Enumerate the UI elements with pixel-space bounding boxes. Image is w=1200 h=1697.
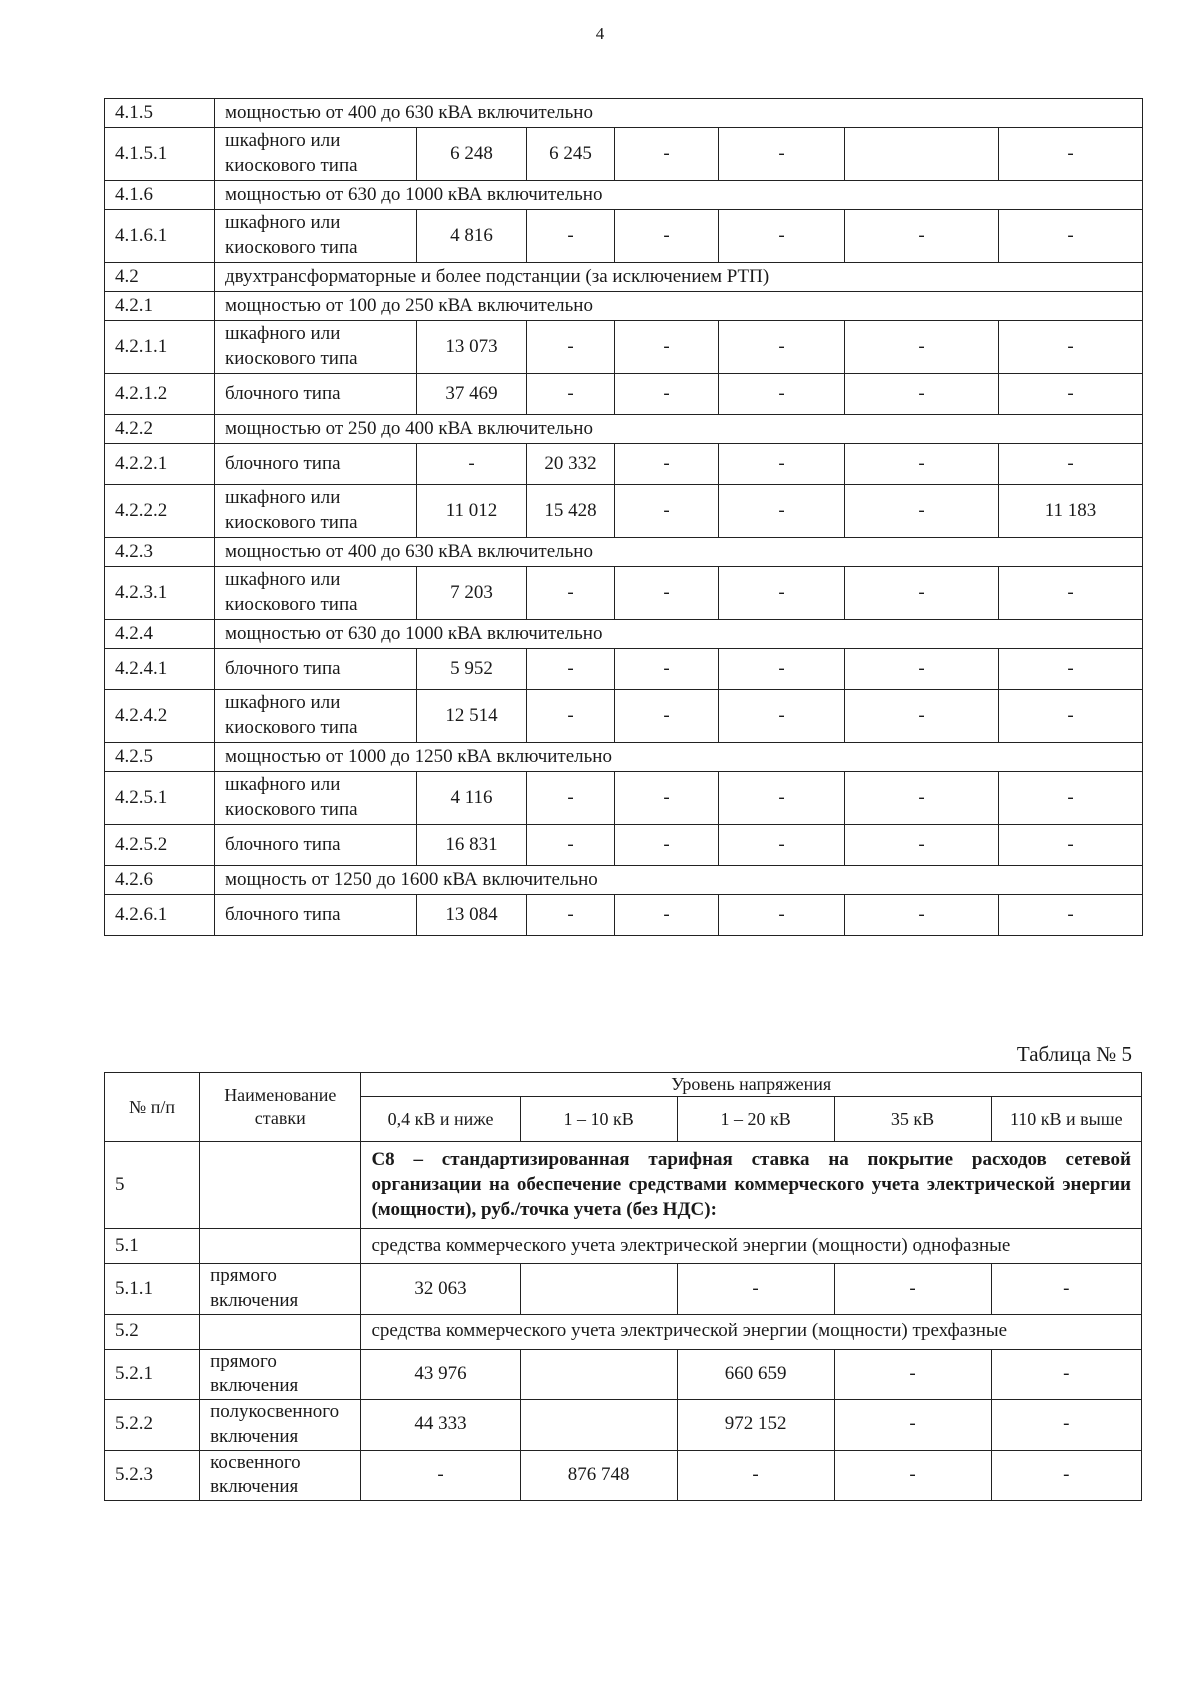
header-voltage-group: Уровень напряжения bbox=[361, 1073, 1142, 1097]
section-row bbox=[105, 292, 1143, 321]
item-name: шкафного или киоскового типа bbox=[215, 485, 417, 538]
item-name: прямого включения bbox=[200, 1264, 361, 1314]
value-cell: - bbox=[527, 772, 615, 825]
value-cell bbox=[520, 1400, 677, 1450]
table-5-title: Таблица № 5 bbox=[1016, 1042, 1132, 1066]
value-cell: 20 332 bbox=[527, 444, 615, 485]
value-cell: - bbox=[615, 690, 719, 743]
row-number: 4.2.2.1 bbox=[105, 444, 215, 485]
value-cell: 16 831 bbox=[417, 825, 527, 866]
value-cell: 660 659 bbox=[677, 1349, 834, 1399]
tariff-table-5 bbox=[104, 1072, 1142, 1501]
item-name: шкафного или киоскового типа bbox=[215, 772, 417, 825]
item-name: блочного типа bbox=[215, 825, 417, 866]
value-cell: - bbox=[719, 825, 845, 866]
value-cell: - bbox=[527, 690, 615, 743]
value-cell: - bbox=[615, 321, 719, 374]
item-name: шкафного или киоскового типа bbox=[215, 690, 417, 743]
value-cell: 37 469 bbox=[417, 374, 527, 415]
value-cell: - bbox=[527, 567, 615, 620]
value-cell: - bbox=[719, 485, 845, 538]
value-cell: - bbox=[999, 210, 1143, 263]
item-name: шкафного или киоскового типа bbox=[215, 567, 417, 620]
value-cell: - bbox=[999, 321, 1143, 374]
row-number: 4.2.5.1 bbox=[105, 772, 215, 825]
table-row bbox=[105, 1264, 1142, 1314]
value-cell: 13 073 bbox=[417, 321, 527, 374]
row-number: 4.2.1.1 bbox=[105, 321, 215, 374]
value-cell: - bbox=[999, 567, 1143, 620]
header-num: № п/п bbox=[105, 1073, 200, 1142]
value-cell: 6 248 bbox=[417, 128, 527, 181]
table-row bbox=[105, 649, 1143, 690]
rate-row-text: С8 – стандартизированная тарифная ставка на покрытие расходов сетевой организации на обеспечение средствами коммерческого учета электрической энергии (мощности), руб./точка учета (без НДС): bbox=[361, 1142, 1142, 1229]
section-title: мощностью от 400 до 630 кВА включительно bbox=[215, 99, 1143, 128]
item-name: шкафного или киоскового типа bbox=[215, 321, 417, 374]
value-cell: - bbox=[615, 374, 719, 415]
row-number: 4.2.2 bbox=[105, 415, 215, 444]
table-row bbox=[105, 690, 1143, 743]
value-cell: - bbox=[991, 1349, 1141, 1399]
row-number: 5.2.1 bbox=[105, 1349, 200, 1399]
table-row bbox=[105, 444, 1143, 485]
value-cell bbox=[520, 1349, 677, 1399]
value-cell: 972 152 bbox=[677, 1400, 834, 1450]
value-cell: - bbox=[999, 444, 1143, 485]
value-cell: - bbox=[845, 895, 999, 936]
row-number: 4.2.6.1 bbox=[105, 895, 215, 936]
table-row bbox=[105, 374, 1143, 415]
section-row bbox=[105, 99, 1143, 128]
table-row bbox=[105, 321, 1143, 374]
value-cell: - bbox=[719, 374, 845, 415]
value-cell: - bbox=[999, 128, 1143, 181]
section-row bbox=[105, 1229, 1142, 1264]
section-row bbox=[105, 1314, 1142, 1349]
row-number: 5.1.1 bbox=[105, 1264, 200, 1314]
voltage-level-header: 110 кВ и выше bbox=[991, 1097, 1141, 1142]
value-cell: - bbox=[991, 1264, 1141, 1314]
value-cell: - bbox=[991, 1400, 1141, 1450]
value-cell: - bbox=[719, 128, 845, 181]
item-name: блочного типа bbox=[215, 444, 417, 485]
value-cell: - bbox=[845, 649, 999, 690]
value-cell: - bbox=[845, 374, 999, 415]
value-cell: - bbox=[527, 825, 615, 866]
value-cell: - bbox=[719, 649, 845, 690]
value-cell: - bbox=[834, 1264, 991, 1314]
value-cell: - bbox=[999, 374, 1143, 415]
value-cell: - bbox=[845, 690, 999, 743]
table-row bbox=[105, 1349, 1142, 1399]
row-number: 4.2.5 bbox=[105, 743, 215, 772]
table-row bbox=[105, 772, 1143, 825]
value-cell: - bbox=[834, 1450, 991, 1500]
value-cell: 11 183 bbox=[999, 485, 1143, 538]
value-cell: - bbox=[615, 210, 719, 263]
row-number: 4.2.4 bbox=[105, 620, 215, 649]
tariff-table-4 bbox=[104, 98, 1143, 936]
value-cell: 5 952 bbox=[417, 649, 527, 690]
value-cell: - bbox=[615, 485, 719, 538]
table-row bbox=[105, 1400, 1142, 1450]
section-title: двухтрансформаторные и более подстанции (за исключением РТП) bbox=[215, 263, 1143, 292]
table-row bbox=[105, 485, 1143, 538]
value-cell: - bbox=[999, 649, 1143, 690]
section-title: средства коммерческого учета электрической энергии (мощности) трехфазные bbox=[361, 1314, 1142, 1349]
value-cell: 15 428 bbox=[527, 485, 615, 538]
value-cell: - bbox=[615, 895, 719, 936]
value-cell: - bbox=[834, 1349, 991, 1399]
row-number: 4.1.5 bbox=[105, 99, 215, 128]
row-number: 4.2.1 bbox=[105, 292, 215, 321]
value-cell: 7 203 bbox=[417, 567, 527, 620]
item-name: полукосвенного включения bbox=[200, 1400, 361, 1450]
section-title: мощностью от 630 до 1000 кВА включительно bbox=[215, 181, 1143, 210]
value-cell: - bbox=[999, 895, 1143, 936]
row-number: 4.2.2.2 bbox=[105, 485, 215, 538]
value-cell: - bbox=[719, 772, 845, 825]
section-row bbox=[105, 415, 1143, 444]
value-cell: - bbox=[999, 825, 1143, 866]
row-number: 4.2.5.2 bbox=[105, 825, 215, 866]
item-name: блочного типа bbox=[215, 374, 417, 415]
value-cell: - bbox=[719, 444, 845, 485]
row-number: 4.2.6 bbox=[105, 866, 215, 895]
value-cell: - bbox=[991, 1450, 1141, 1500]
item-name: блочного типа bbox=[215, 649, 417, 690]
value-cell: - bbox=[361, 1450, 520, 1500]
header-name: Наименование ставки bbox=[200, 1073, 361, 1142]
value-cell: - bbox=[615, 567, 719, 620]
value-cell: - bbox=[615, 649, 719, 690]
value-cell: - bbox=[527, 321, 615, 374]
row-number: 5.2.2 bbox=[105, 1400, 200, 1450]
value-cell: - bbox=[527, 895, 615, 936]
row-number: 4.2.1.2 bbox=[105, 374, 215, 415]
value-cell: - bbox=[845, 772, 999, 825]
table-row bbox=[105, 1450, 1142, 1500]
row-number: 4.2.3 bbox=[105, 538, 215, 567]
value-cell: 876 748 bbox=[520, 1450, 677, 1500]
value-cell: - bbox=[834, 1400, 991, 1450]
row-number: 4.2.3.1 bbox=[105, 567, 215, 620]
value-cell: - bbox=[845, 485, 999, 538]
value-cell: 12 514 bbox=[417, 690, 527, 743]
value-cell: - bbox=[615, 825, 719, 866]
section-title: средства коммерческого учета электрической энергии (мощности) однофазные bbox=[361, 1229, 1142, 1264]
value-cell: - bbox=[677, 1450, 834, 1500]
value-cell: - bbox=[527, 210, 615, 263]
row-number: 5.2 bbox=[105, 1314, 200, 1349]
table-row bbox=[105, 210, 1143, 263]
row-number: 4.2 bbox=[105, 263, 215, 292]
value-cell: 13 084 bbox=[417, 895, 527, 936]
table-row bbox=[105, 128, 1143, 181]
section-row bbox=[105, 263, 1143, 292]
table-row bbox=[105, 825, 1143, 866]
voltage-level-header: 1 – 20 кВ bbox=[677, 1097, 834, 1142]
value-cell: 4 116 bbox=[417, 772, 527, 825]
section-row bbox=[105, 866, 1143, 895]
value-cell: - bbox=[845, 210, 999, 263]
section-title: мощность от 1250 до 1600 кВА включительно bbox=[215, 866, 1143, 895]
rate-row-num: 5 bbox=[105, 1142, 200, 1229]
section-title: мощностью от 630 до 1000 кВА включительно bbox=[215, 620, 1143, 649]
row-number: 5.2.3 bbox=[105, 1450, 200, 1500]
value-cell: - bbox=[719, 690, 845, 743]
voltage-level-header: 0,4 кВ и ниже bbox=[361, 1097, 520, 1142]
value-cell: - bbox=[845, 321, 999, 374]
section-row bbox=[105, 538, 1143, 567]
row-number: 4.1.6 bbox=[105, 181, 215, 210]
value-cell: 44 333 bbox=[361, 1400, 520, 1450]
value-cell: 6 245 bbox=[527, 128, 615, 181]
item-name: шкафного или киоскового типа bbox=[215, 128, 417, 181]
voltage-level-header: 1 – 10 кВ bbox=[520, 1097, 677, 1142]
value-cell: 11 012 bbox=[417, 485, 527, 538]
value-cell: - bbox=[719, 567, 845, 620]
value-cell: - bbox=[999, 690, 1143, 743]
value-cell: - bbox=[677, 1264, 834, 1314]
item-name: прямого включения bbox=[200, 1349, 361, 1399]
row-number: 4.2.4.2 bbox=[105, 690, 215, 743]
table-row bbox=[105, 895, 1143, 936]
value-cell bbox=[845, 128, 999, 181]
value-cell: 32 063 bbox=[361, 1264, 520, 1314]
value-cell: - bbox=[719, 210, 845, 263]
section-title: мощностью от 250 до 400 кВА включительно bbox=[215, 415, 1143, 444]
value-cell: - bbox=[417, 444, 527, 485]
value-cell bbox=[520, 1264, 677, 1314]
section-row bbox=[105, 620, 1143, 649]
row-number: 5.1 bbox=[105, 1229, 200, 1264]
value-cell: - bbox=[615, 128, 719, 181]
item-name: косвенного включения bbox=[200, 1450, 361, 1500]
value-cell: 4 816 bbox=[417, 210, 527, 263]
page-number: 4 bbox=[595, 24, 605, 43]
value-cell: - bbox=[615, 444, 719, 485]
row-number: 4.1.6.1 bbox=[105, 210, 215, 263]
value-cell: - bbox=[845, 567, 999, 620]
section-row bbox=[105, 181, 1143, 210]
section-row bbox=[105, 743, 1143, 772]
value-cell: - bbox=[527, 374, 615, 415]
value-cell: - bbox=[845, 444, 999, 485]
table-row bbox=[105, 567, 1143, 620]
value-cell: - bbox=[527, 649, 615, 690]
section-title: мощностью от 400 до 630 кВА включительно bbox=[215, 538, 1143, 567]
value-cell: - bbox=[999, 772, 1143, 825]
section-title: мощностью от 1000 до 1250 кВА включительно bbox=[215, 743, 1143, 772]
value-cell: - bbox=[719, 321, 845, 374]
item-name: блочного типа bbox=[215, 895, 417, 936]
row-number: 4.1.5.1 bbox=[105, 128, 215, 181]
value-cell: - bbox=[719, 895, 845, 936]
value-cell: 43 976 bbox=[361, 1349, 520, 1399]
value-cell: - bbox=[615, 772, 719, 825]
value-cell: - bbox=[845, 825, 999, 866]
item-name: шкафного или киоскового типа bbox=[215, 210, 417, 263]
section-title: мощностью от 100 до 250 кВА включительно bbox=[215, 292, 1143, 321]
row-number: 4.2.4.1 bbox=[105, 649, 215, 690]
voltage-level-header: 35 кВ bbox=[834, 1097, 991, 1142]
